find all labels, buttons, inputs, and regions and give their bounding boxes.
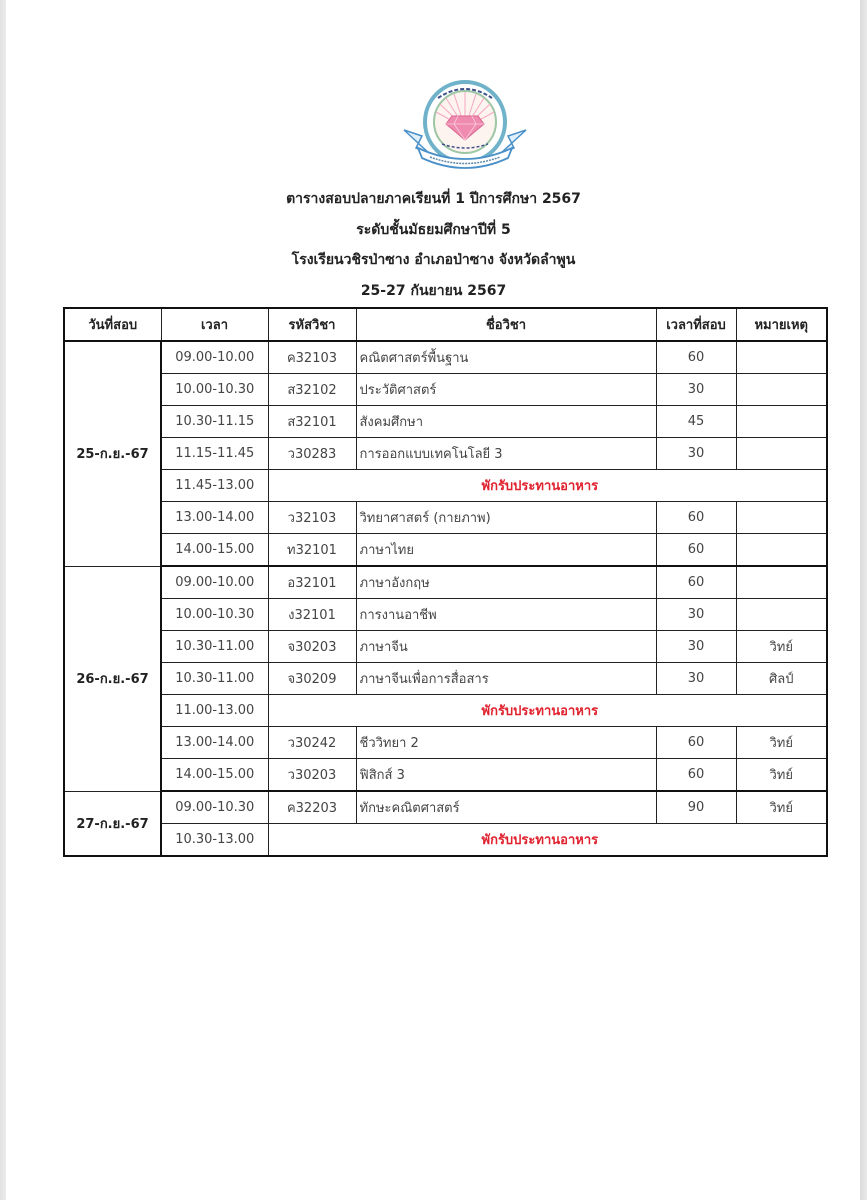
time-cell: 13.00-14.00 (161, 727, 268, 759)
grade-level: ระดับชั้นมัธยมศึกษาปีที่ 5 (356, 221, 511, 238)
duration-cell: 60 (656, 727, 736, 759)
subject-name-cell: ภาษาจีน (356, 631, 656, 663)
subject-name-cell: คณิตศาสตร์พื้นฐาน (356, 341, 656, 374)
subject-code-cell: ค32203 (268, 791, 356, 824)
exam-date-cell: 26-ก.ย.-67 (64, 566, 161, 791)
column-header-time: เวลา (161, 308, 268, 341)
table-row (64, 663, 827, 695)
exam-schedule-table (63, 307, 828, 857)
table-row (64, 502, 827, 534)
lunch-break-label: พักรับประทานอาหาร (268, 824, 827, 857)
duration-cell: 60 (656, 534, 736, 567)
column-header-date: วันที่สอบ (64, 308, 161, 341)
time-cell: 14.00-15.00 (161, 534, 268, 567)
time-cell: 09.00-10.00 (161, 566, 268, 599)
time-cell: 10.00-10.30 (161, 374, 268, 406)
lunch-break-row (64, 470, 827, 502)
time-cell: 09.00-10.30 (161, 791, 268, 824)
column-header-note: หมายเหตุ (736, 308, 827, 341)
note-cell: วิทย์ (736, 791, 827, 824)
school-emblem-icon (400, 78, 530, 174)
subject-code-cell: ค32103 (268, 341, 356, 374)
table-row (64, 374, 827, 406)
duration-cell: 30 (656, 663, 736, 695)
subject-code-cell: ง32101 (268, 599, 356, 631)
note-cell (736, 534, 827, 567)
lunch-break-label: พักรับประทานอาหาร (268, 695, 827, 727)
note-cell (736, 599, 827, 631)
exam-dates: 25-27 กันยายน 2567 (360, 282, 507, 299)
subject-name-cell: ภาษาจีนเพื่อการสื่อสาร (356, 663, 656, 695)
time-cell: 13.00-14.00 (161, 502, 268, 534)
table-row (64, 631, 827, 663)
duration-cell: 60 (656, 759, 736, 792)
lunch-break-row (64, 695, 827, 727)
subject-name-cell: ภาษาอังกฤษ (356, 566, 656, 599)
time-cell: 10.30-11.00 (161, 663, 268, 695)
time-cell: 09.00-10.00 (161, 341, 268, 374)
subject-code-cell: ว30203 (268, 759, 356, 792)
exam-date-cell: 25-ก.ย.-67 (64, 341, 161, 566)
time-cell: 10.00-10.30 (161, 599, 268, 631)
subject-name-cell: ประวัติศาสตร์ (356, 374, 656, 406)
document-title: ตารางสอบปลายภาคเรียนที่ 1 ปีการศึกษา 2567 (286, 191, 581, 207)
table-row (64, 341, 827, 374)
note-cell: วิทย์ (736, 759, 827, 792)
duration-cell: 45 (656, 406, 736, 438)
exam-date-cell: 27-ก.ย.-67 (64, 791, 161, 856)
column-header-subject: ชื่อวิชา (356, 308, 656, 341)
table-row (64, 759, 827, 792)
time-cell: 11.00-13.00 (161, 695, 268, 727)
page-edge-left (0, 0, 6, 1200)
table-row (64, 406, 827, 438)
note-cell: วิทย์ (736, 631, 827, 663)
subject-name-cell: ภาษาไทย (356, 534, 656, 567)
subject-name-cell: การงานอาชีพ (356, 599, 656, 631)
subject-name-cell: สังคมศึกษา (356, 406, 656, 438)
table-header-row (64, 308, 827, 341)
subject-code-cell: ว30283 (268, 438, 356, 470)
table-row (64, 599, 827, 631)
subject-code-cell: ว30242 (268, 727, 356, 759)
subject-name-cell: ทักษะคณิตศาสตร์ (356, 791, 656, 824)
note-cell (736, 502, 827, 534)
time-cell: 10.30-11.00 (161, 631, 268, 663)
note-cell (736, 406, 827, 438)
duration-cell: 90 (656, 791, 736, 824)
note-cell (736, 566, 827, 599)
time-cell: 10.30-11.15 (161, 406, 268, 438)
subject-name-cell: วิทยาศาสตร์ (กายภาพ) (356, 502, 656, 534)
column-header-duration: เวลาที่สอบ (656, 308, 736, 341)
table-row (64, 534, 827, 567)
duration-cell: 30 (656, 438, 736, 470)
table-row (64, 791, 827, 824)
subject-name-cell: ชีววิทยา 2 (356, 727, 656, 759)
page-edge-right (860, 0, 867, 1200)
subject-code-cell: ท32101 (268, 534, 356, 567)
school-name: โรงเรียนวชิรป่าซาง อำเภอป่าซาง จังหวัดลำพูน (291, 252, 576, 268)
note-cell (736, 438, 827, 470)
duration-cell: 30 (656, 599, 736, 631)
subject-code-cell: จ30209 (268, 663, 356, 695)
duration-cell: 30 (656, 631, 736, 663)
subject-code-cell: ว32103 (268, 502, 356, 534)
document-header (0, 184, 867, 306)
subject-code-cell: ส32102 (268, 374, 356, 406)
time-cell: 14.00-15.00 (161, 759, 268, 792)
table-row (64, 566, 827, 599)
note-cell (736, 341, 827, 374)
note-cell (736, 374, 827, 406)
note-cell: ศิลป์ (736, 663, 827, 695)
duration-cell: 60 (656, 341, 736, 374)
time-cell: 11.15-11.45 (161, 438, 268, 470)
note-cell: วิทย์ (736, 727, 827, 759)
duration-cell: 30 (656, 374, 736, 406)
table-row (64, 727, 827, 759)
table-row (64, 438, 827, 470)
subject-code-cell: จ30203 (268, 631, 356, 663)
subject-code-cell: อ32101 (268, 566, 356, 599)
duration-cell: 60 (656, 502, 736, 534)
time-cell: 10.30-13.00 (161, 824, 268, 857)
lunch-break-label: พักรับประทานอาหาร (268, 470, 827, 502)
subject-name-cell: การออกแบบเทคโนโลยี 3 (356, 438, 656, 470)
column-header-code: รหัสวิชา (268, 308, 356, 341)
subject-name-cell: ฟิสิกส์ 3 (356, 759, 656, 792)
subject-code-cell: ส32101 (268, 406, 356, 438)
lunch-break-row (64, 824, 827, 857)
duration-cell: 60 (656, 566, 736, 599)
time-cell: 11.45-13.00 (161, 470, 268, 502)
